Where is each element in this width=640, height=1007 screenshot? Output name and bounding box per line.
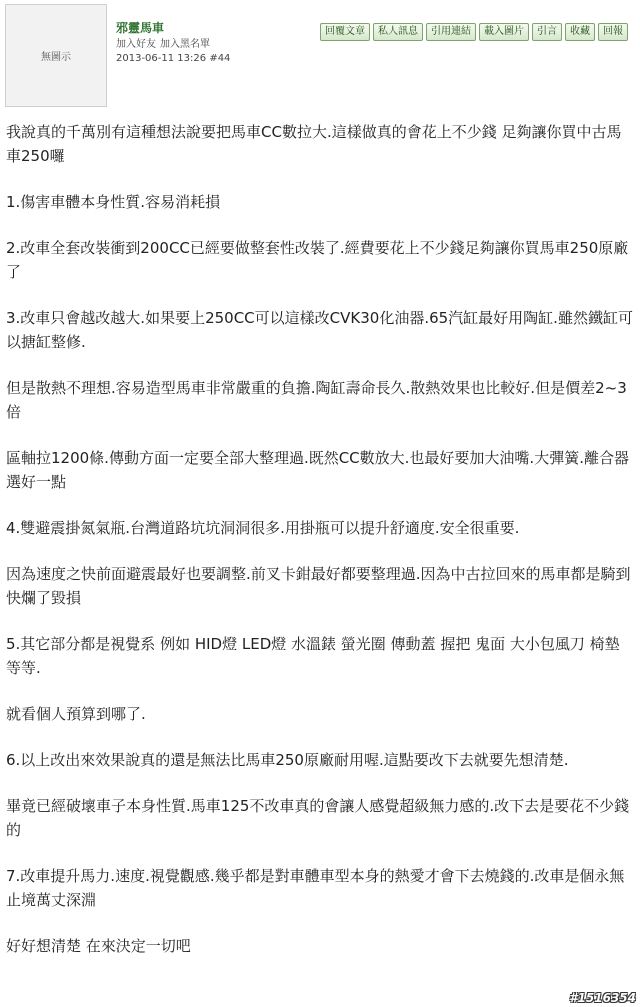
post-floor-number: #44: [209, 53, 231, 64]
post-author-block: [116, 20, 230, 65]
post-paragraph: 就看個人預算到哪了.: [6, 705, 146, 723]
post-paragraph: 因為速度之快前面避震最好也要調整.前叉卡鉗最好都要整理過.因為中古拉回來的馬車都是騎到快爛了毀損: [6, 565, 631, 607]
post-content: [6, 120, 634, 980]
post-paragraph: 6.以上改出來效果說真的還是無法比馬車250原廠耐用喔.這點要改下去就要先想清楚.: [6, 751, 569, 769]
report-button[interactable]: 回報: [598, 23, 628, 41]
author-actions: [116, 38, 230, 52]
post-paragraph: 1.傷害車體本身性質.容易消耗損: [6, 193, 221, 211]
avatar-placeholder-text: 無圖示: [41, 52, 71, 63]
favorite-button[interactable]: 收藏: [565, 23, 595, 41]
add-friend-link[interactable]: 加入好友: [116, 39, 156, 50]
post-paragraph: 3.改車只會越改越大.如果要上250CC可以這樣改CVK30化油器.65汽缸最好用陶缸.雖然鐵缸可以搪缸整修.: [6, 309, 633, 351]
post-meta: [116, 52, 230, 65]
post-paragraph: 2.改車全套改裝衝到200CC已經要做整套性改裝了.經費要花上不少錢足夠讓你買馬車250原廠了: [6, 239, 629, 281]
post-paragraph: 7.改車提升馬力.速度.視覺觀感.幾乎都是對車體車型本身的熱愛才會下去燒錢的.改車是個永無止境萬丈深淵: [6, 867, 625, 909]
post-paragraph: 好好想清楚 在來決定一切吧: [6, 937, 191, 955]
post-paragraph: 但是散熱不理想.容易造型馬車非常嚴重的負擔.陶缸壽命長久.散熱效果也比較好.但是價差2~3倍: [6, 379, 627, 421]
post-datetime: 2013-06-11 13:26: [116, 53, 207, 64]
reply-button[interactable]: 回覆文章: [320, 23, 370, 41]
post-paragraph: 區軸拉1200條.傳動方面一定要全部大整理過.既然CC數放大.也最好要加大油嘴.大彈簧.離合器選好一點: [6, 449, 629, 491]
load-images-button[interactable]: 載入圖片: [479, 23, 529, 41]
add-blacklist-link[interactable]: 加入黑名單: [160, 39, 210, 50]
author-name-link[interactable]: 邪靈馬車: [116, 21, 165, 35]
post-paragraph: 5.其它部分都是視覺系 例如 HID燈 LED燈 水溫錶 螢光圈 傳動蓋 握把 鬼面 大小包風刀 椅墊 等等.: [6, 635, 620, 677]
post-paragraph: 畢竟已經破壞車子本身性質.馬車125不改車真的會讓人感覺超級無力感的.改下去是要花不少錢的: [6, 797, 630, 839]
post-paragraph: 4.雙避震掛氮氣瓶.台灣道路坑坑洞洞很多.用掛瓶可以提升舒適度.安全很重要.: [6, 519, 520, 537]
post-toolbar: [320, 23, 628, 41]
avatar: [5, 4, 107, 107]
quote-link-button[interactable]: 引用連結: [426, 23, 476, 41]
post-id-watermark: #1516354: [569, 991, 636, 1005]
private-message-button[interactable]: 私人訊息: [373, 23, 423, 41]
quote-button[interactable]: 引言: [532, 23, 562, 41]
post-paragraph: 我說真的千萬別有這種想法說要把馬車CC數拉大.這樣做真的會花上不少錢 足夠讓你買中古馬車250囉: [6, 123, 622, 165]
